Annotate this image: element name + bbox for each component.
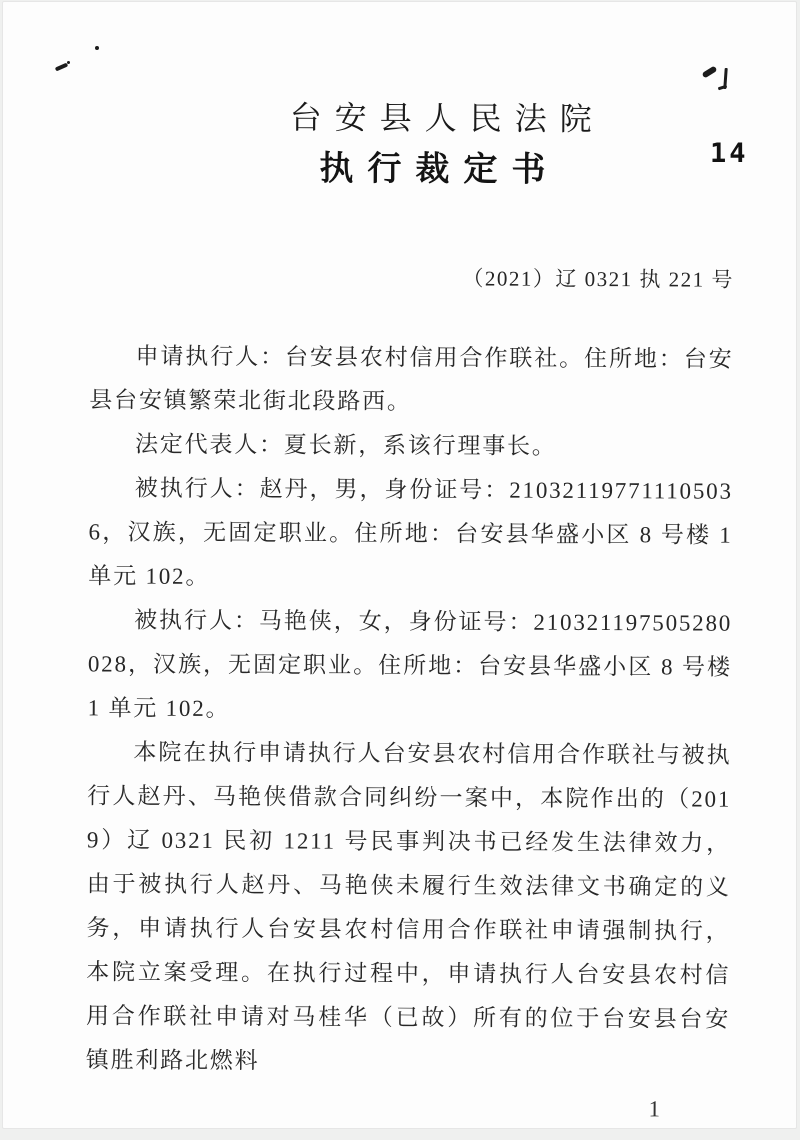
document-title: 执行裁定书	[319, 150, 560, 189]
scan-area	[2, 1, 797, 1129]
archive-corner-number: 14	[710, 138, 749, 169]
court-name: 台安县人民法院	[289, 99, 605, 138]
paragraph-case-background: 本院在执行申请执行人台安县农村信用合作联社与被执行人赵丹、马艳侠借款合同纠纷一案中，本院作出的（2019）辽 0321 民初 1211 号民事判决书已经发生法律效力，由于被执行人赵丹、马艳侠未履行生效法律文书确定的义务，申请执行人台安县农村信用合作联社申请强制执行，本院立案受理。在执行过程中，申请执行人台安县农村信用合作联社申请对马桂华（已故）所有的位于台安县台安镇胜利路北燃料	[85, 739, 732, 1074]
case-number: （2021）辽 0321 执 221 号	[462, 266, 734, 292]
document-content	[85, 1, 735, 1129]
document-page	[2, 1, 797, 1129]
paragraph-respondent-1: 被执行人：赵丹，男，身份证号：210321197711105036，汉族，无固定职业。住所地：台安县华盛小区 8 号楼 1 单元 102。	[88, 475, 733, 590]
paragraph-applicant: 申请执行人：台安县农村信用合作联社。住所地：台安县台安镇繁荣北街北段路西。	[89, 343, 734, 415]
paragraph-legal-representative: 法定代表人：夏长新，系该行理事长。	[134, 431, 557, 459]
document-body	[85, 334, 733, 1129]
page-number: 1	[648, 1096, 661, 1122]
paragraph-respondent-2: 被执行人：马艳侠，女，身份证号：210321197505280028，汉族，无固定职业。住所地：台安县华盛小区 8 号楼 1 单元 102。	[87, 607, 733, 722]
